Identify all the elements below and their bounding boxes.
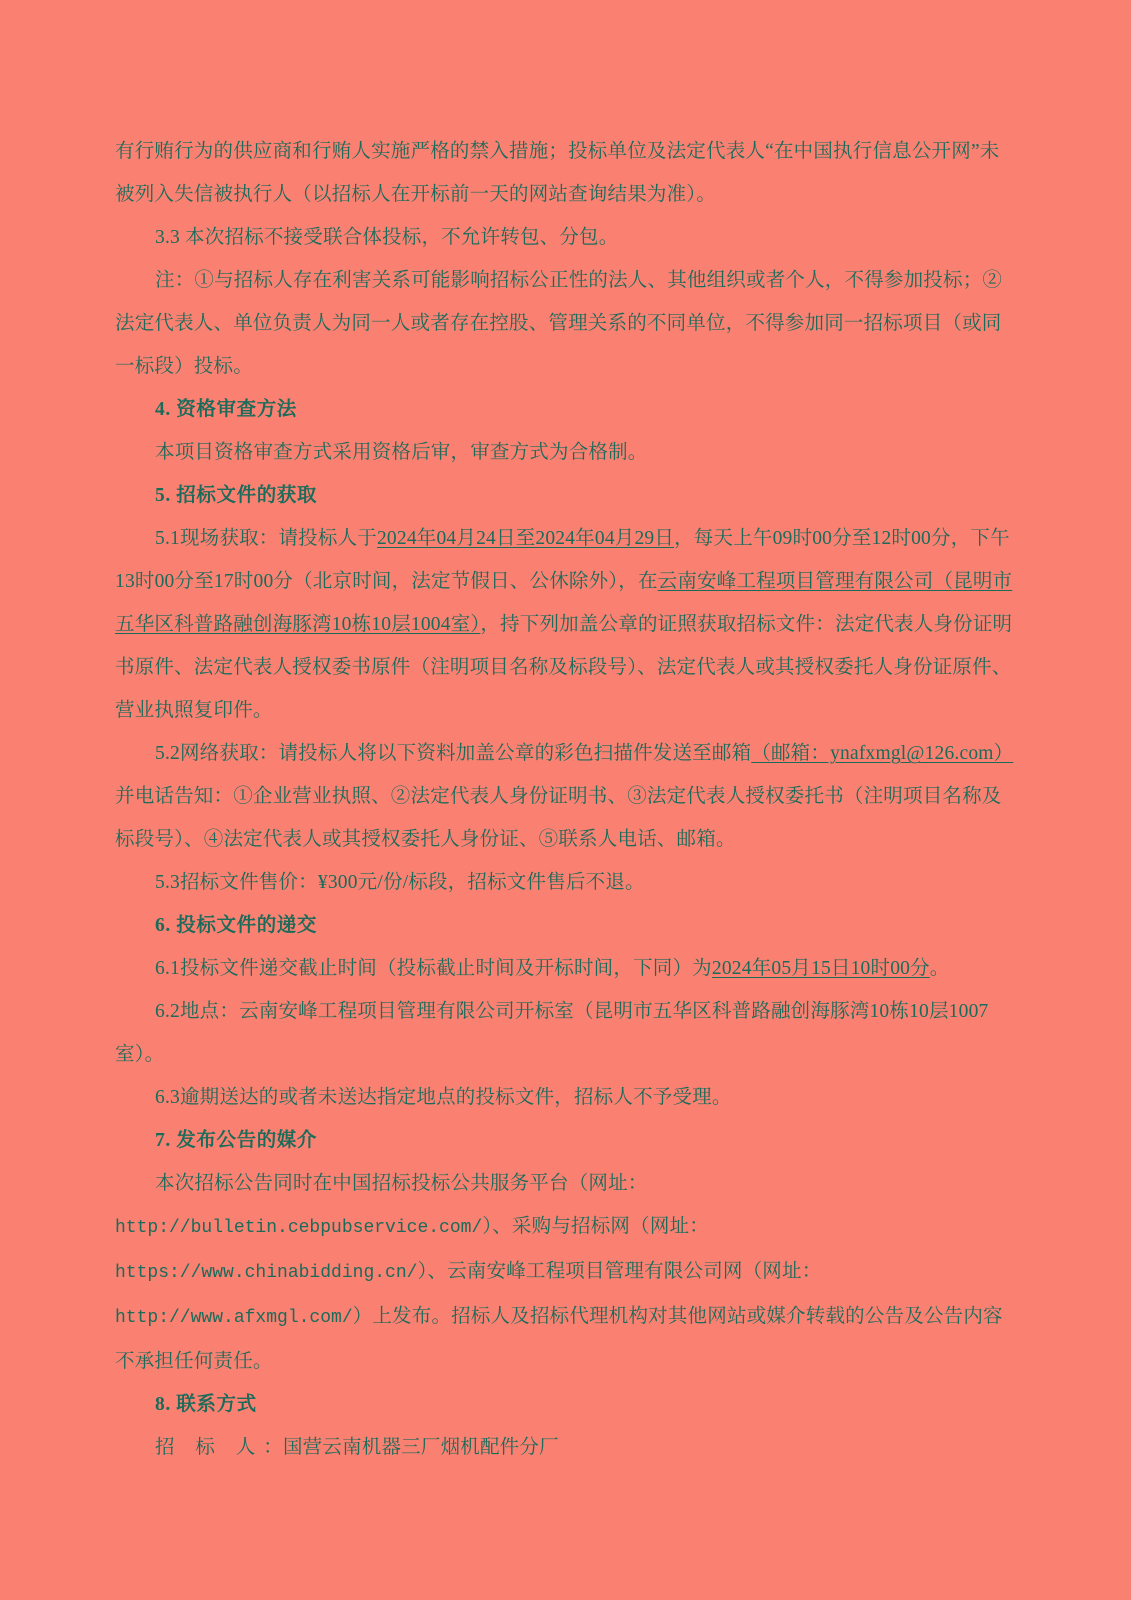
paragraph-8-tenderer: [115, 1426, 1016, 1469]
paragraph-6-2: 6.2地点：云南安峰工程项目管理有限公司开标室（昆明市五华区科普路融创海豚湾10栋10层1007室）。: [115, 1001, 989, 1065]
paragraph-5-1-part-c: ，持下列加盖公章的证照获取招标文件：法定代表人身份证明书原件、法定代表人授权委书原件（注明项目名称及标段号）、法定代表人或其授权委托人身份证原件、营业执照复印件。: [115, 614, 1013, 721]
paragraph-5-1: [115, 517, 1016, 732]
paragraph-6-1-deadline: 2024年05月15日10时00分: [711, 958, 930, 979]
heading-5-document-acquisition: 5. 招标文件的获取: [155, 485, 318, 506]
paragraph-7-1-url-afxmgl: http://www.afxmgl.com/: [115, 1308, 353, 1328]
paragraph-5-2: [115, 732, 1016, 861]
paragraph-5-3: 5.3招标文件售价：¥300元/份/标段，招标文件售后不退。: [155, 872, 645, 893]
paragraph-7-1-part-b: ）、采购与招标网（网址：: [482, 1216, 709, 1237]
heading-6-bid-submission: 6. 投标文件的递交: [155, 915, 318, 936]
paragraph-3-3: 3.3 本次招标不接受联合体投标，不允许转包、分包。: [155, 227, 619, 248]
paragraph-5-2-part-a: 5.2网络获取：请投标人将以下资料加盖公章的彩色扫描件发送至邮箱: [155, 743, 752, 764]
paragraph-6-3: 6.3逾期送达的或者未送达指定地点的投标文件，招标人不予受理。: [155, 1087, 732, 1108]
paragraph-7-1-url-cebpubservice: http://bulletin.cebpubservice.com/: [115, 1218, 483, 1238]
paragraph-4-1: 本项目资格审查方式采用资格后审，审查方式为合格制。: [155, 442, 648, 463]
heading-4-qualification-review: 4. 资格审查方法: [155, 399, 297, 420]
paragraph-7-1-part-c: ）、云南安峰工程项目管理有限公司网（网址：: [417, 1261, 822, 1282]
paragraph-note: 注：①与招标人存在利害关系可能影响招标公正性的法人、其他组织或者个人，不得参加投标；②法定代表人、单位负责人为同一人或者存在控股、管理关系的不同单位，不得参加同一招标项目（或同一标段）投标。: [115, 270, 1003, 377]
tenderer-label: 招 标 人: [155, 1437, 264, 1458]
paragraph-5-1-dates: 2024年04月24日至2024年04月29日: [376, 528, 675, 549]
paragraph-7-1-url-chinabidding: https://www.chinabidding.cn/: [115, 1263, 418, 1283]
paragraph-5-1-address: 云南安峰工程项目管理有限公司（昆明市五华区科普路融创海豚湾10栋10层1004室）: [115, 571, 1013, 635]
paragraph-5-1-part-b: ，每天上午09时00分至12时00分，下午13时00分至17时00分（北京时间，法定节假日、公休除外），在: [115, 528, 1010, 592]
paragraph-7-1-part-d: ）上发布。招标人及招标代理机构对其他网站或媒介转载的公告及公告内容不承担任何责任。: [115, 1306, 1003, 1372]
paragraph-5-2-part-b: 并电话告知：①企业营业执照、②法定代表人身份证明书、③法定代表人授权委托书（注明项目名称及标段号）、④法定代表人或其授权委托人身份证、⑤联系人电话、邮箱。: [115, 786, 1002, 850]
paragraph-7-1: [115, 1162, 1016, 1383]
paragraph-7-1-part-a: 本次招标公告同时在中国招标投标公共服务平台（网址：: [155, 1173, 648, 1194]
tenderer-value: ：国营云南机器三厂烟机配件分厂: [263, 1437, 559, 1458]
heading-7-announcement-media: 7. 发布公告的媒介: [155, 1130, 318, 1151]
paragraph-5-2-email: （邮箱：ynafxmgl@126.com）: [751, 743, 1014, 764]
paragraph-5-1-part-a: 5.1现场获取：请投标人于: [155, 528, 377, 549]
document-body: [115, 130, 1016, 1469]
paragraph-intro: 有行贿行为的供应商和行贿人实施严格的禁入措施；投标单位及法定代表人“在中国执行信息公开网”未被列入失信被执行人（以招标人在开标前一天的网站查询结果为准）。: [115, 141, 1000, 205]
heading-8-contact: 8. 联系方式: [155, 1394, 257, 1415]
paragraph-6-1-part-b: 。: [929, 958, 950, 979]
paragraph-6-1-part-a: 6.1投标文件递交截止时间（投标截止时间及开标时间，下同）为: [155, 958, 712, 979]
paragraph-6-1: [115, 947, 1016, 990]
